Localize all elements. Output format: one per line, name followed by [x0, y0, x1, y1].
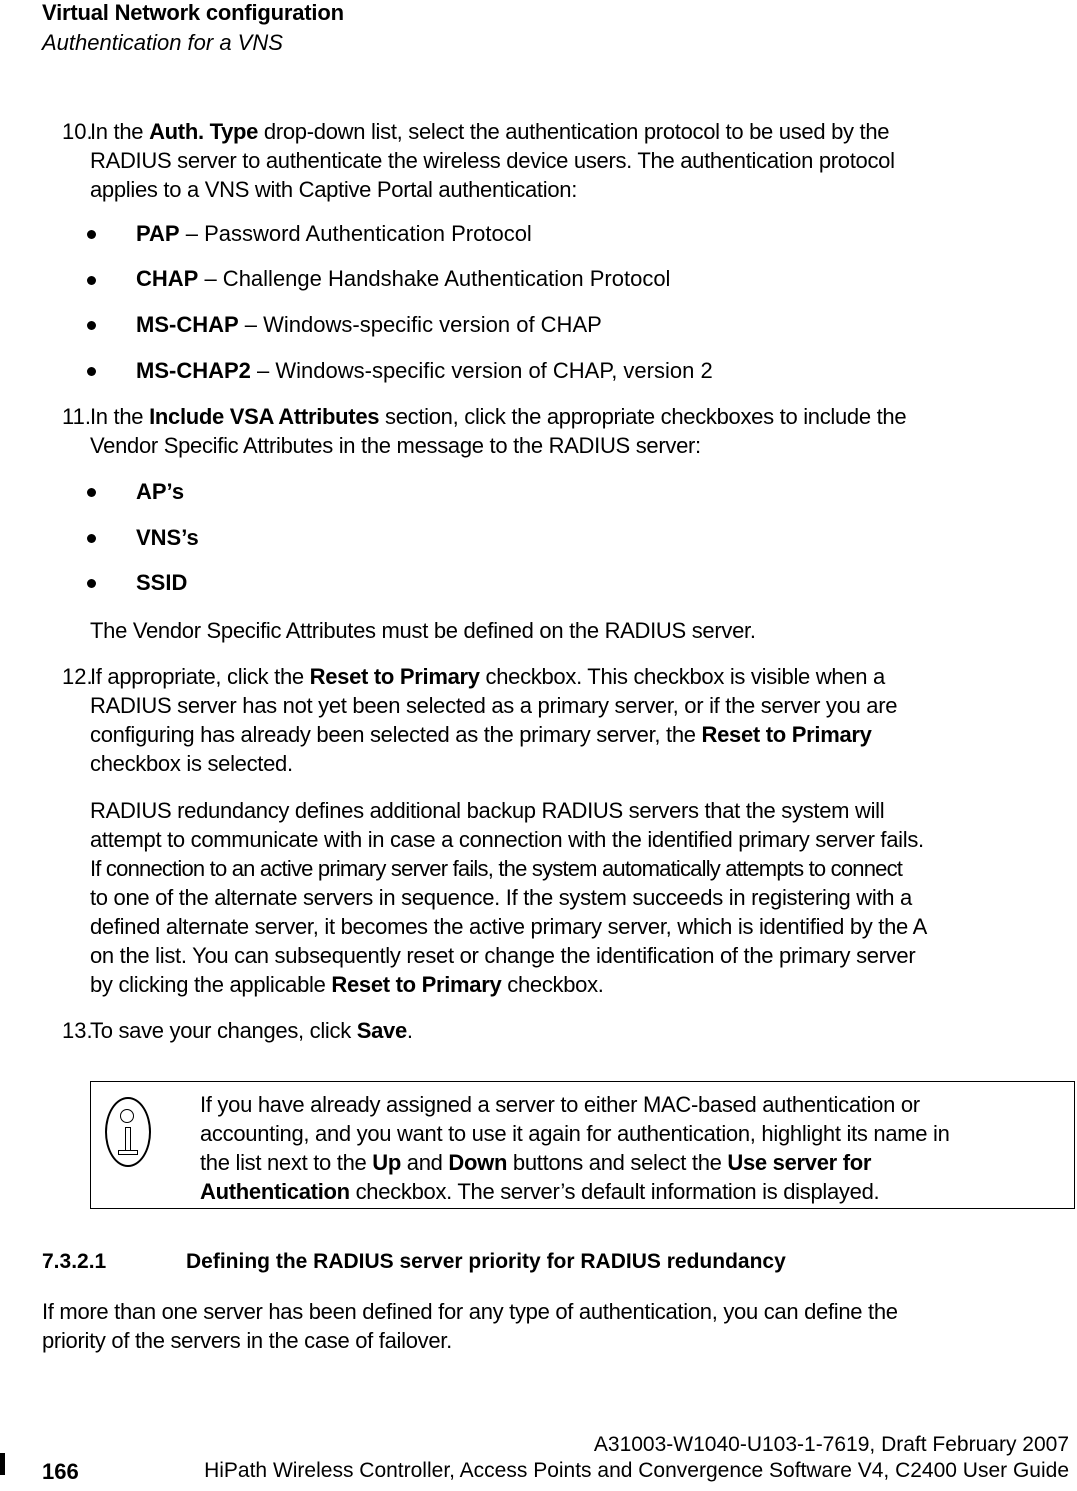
bullet-icon — [87, 321, 96, 330]
step-11-line-1: In the Include VSA Attributes section, click the appropriate checkboxes to include the — [90, 404, 907, 429]
step-12-line-2: RADIUS server has not yet been selected as a primary server, or if the server you are — [90, 693, 898, 718]
step-12-number: 12. — [62, 664, 93, 689]
step-11-note: The Vendor Specific Attributes must be defined on the RADIUS server. — [90, 618, 756, 643]
section-number: 7.3.2.1 — [42, 1250, 107, 1273]
note-line-1: If you have already assigned a server to either MAC-based authentication or — [200, 1092, 920, 1117]
list-item-pap: PAP – Password Authentication Protocol — [136, 221, 532, 246]
running-header-title: Virtual Network configuration — [42, 0, 344, 25]
note-line-4: Authentication checkbox. The server’s default information is displayed. — [200, 1179, 880, 1204]
step-11-number: 11. — [62, 404, 91, 429]
section-title: Defining the RADIUS server priority for RADIUS redundancy — [186, 1250, 786, 1273]
redundancy-line-1: RADIUS redundancy defines additional backup RADIUS servers that the system will — [90, 798, 885, 823]
redundancy-line-5: defined alternate server, it becomes the active primary server, which is identified by the A — [90, 914, 927, 939]
change-bar — [0, 1453, 5, 1475]
step-10-line-1: In the Auth. Type drop-down list, select the authentication protocol to be used by the — [90, 119, 890, 144]
note-line-2: accounting, and you want to use it again for authentication, highlight its name in — [200, 1121, 950, 1146]
section-body-line-1: If more than one server has been defined for any type of authentication, you can define the — [42, 1299, 898, 1324]
bullet-icon — [87, 579, 96, 588]
list-item-ms-chap2: MS-CHAP2 – Windows-specific version of CHAP, version 2 — [136, 358, 713, 383]
step-13-number: 13. — [62, 1018, 93, 1043]
step-13-line: To save your changes, click Save. — [90, 1018, 413, 1043]
step-12-line-1: If appropriate, click the Reset to Primary checkbox. This checkbox is visible when a — [90, 664, 885, 689]
redundancy-line-7: by clicking the applicable Reset to Primary checkbox. — [90, 972, 604, 997]
bullet-icon — [87, 276, 96, 285]
note-line-3: the list next to the Up and Down buttons and select the Use server for — [200, 1150, 872, 1175]
section-body-line-2: priority of the servers in the case of failover. — [42, 1328, 452, 1353]
bullet-icon — [87, 488, 96, 497]
running-header-subtitle: Authentication for a VNS — [42, 30, 283, 55]
redundancy-line-2: attempt to communicate with in case a connection with the identified primary server fails. — [90, 827, 924, 852]
list-item-chap: CHAP – Challenge Handshake Authentication Protocol — [136, 266, 671, 291]
redundancy-line-4: to one of the alternate servers in sequence. If the system succeeds in registering with a — [90, 885, 912, 910]
redundancy-line-6: on the list. You can subsequently reset or change the identification of the primary server — [90, 943, 916, 968]
bullet-icon — [87, 534, 96, 543]
step-11-line-2: Vendor Specific Attributes in the message to the RADIUS server: — [90, 433, 701, 458]
step-10-line-2: RADIUS server to authenticate the wireless device users. The authentication protocol — [90, 148, 895, 173]
step-12-line-3: configuring has already been selected as the primary server, the Reset to Primary — [90, 722, 872, 747]
footer-doc-title: HiPath Wireless Controller, Access Points and Convergence Software V4, C2400 User Guide — [204, 1459, 1069, 1482]
redundancy-line-3: If connection to an active primary server fails, the system automatically attempts to connect — [90, 856, 903, 881]
list-item-aps: AP’s — [136, 479, 185, 504]
step-10-line-3: applies to a VNS with Captive Portal authentication: — [90, 177, 578, 202]
bullet-icon — [87, 230, 96, 239]
list-item-ms-chap: MS-CHAP – Windows-specific version of CHAP — [136, 312, 602, 337]
bullet-icon — [87, 367, 96, 376]
footer-doc-id: A31003-W1040-U103-1-7619, Draft February 2007 — [593, 1433, 1069, 1456]
step-10-number: 10. — [62, 119, 93, 144]
info-icon — [105, 1097, 151, 1167]
page-number: 166 — [42, 1459, 79, 1484]
list-item-ssid: SSID — [136, 570, 188, 595]
list-item-vnss: VNS’s — [136, 525, 199, 550]
step-12-line-4: checkbox is selected. — [90, 751, 293, 776]
